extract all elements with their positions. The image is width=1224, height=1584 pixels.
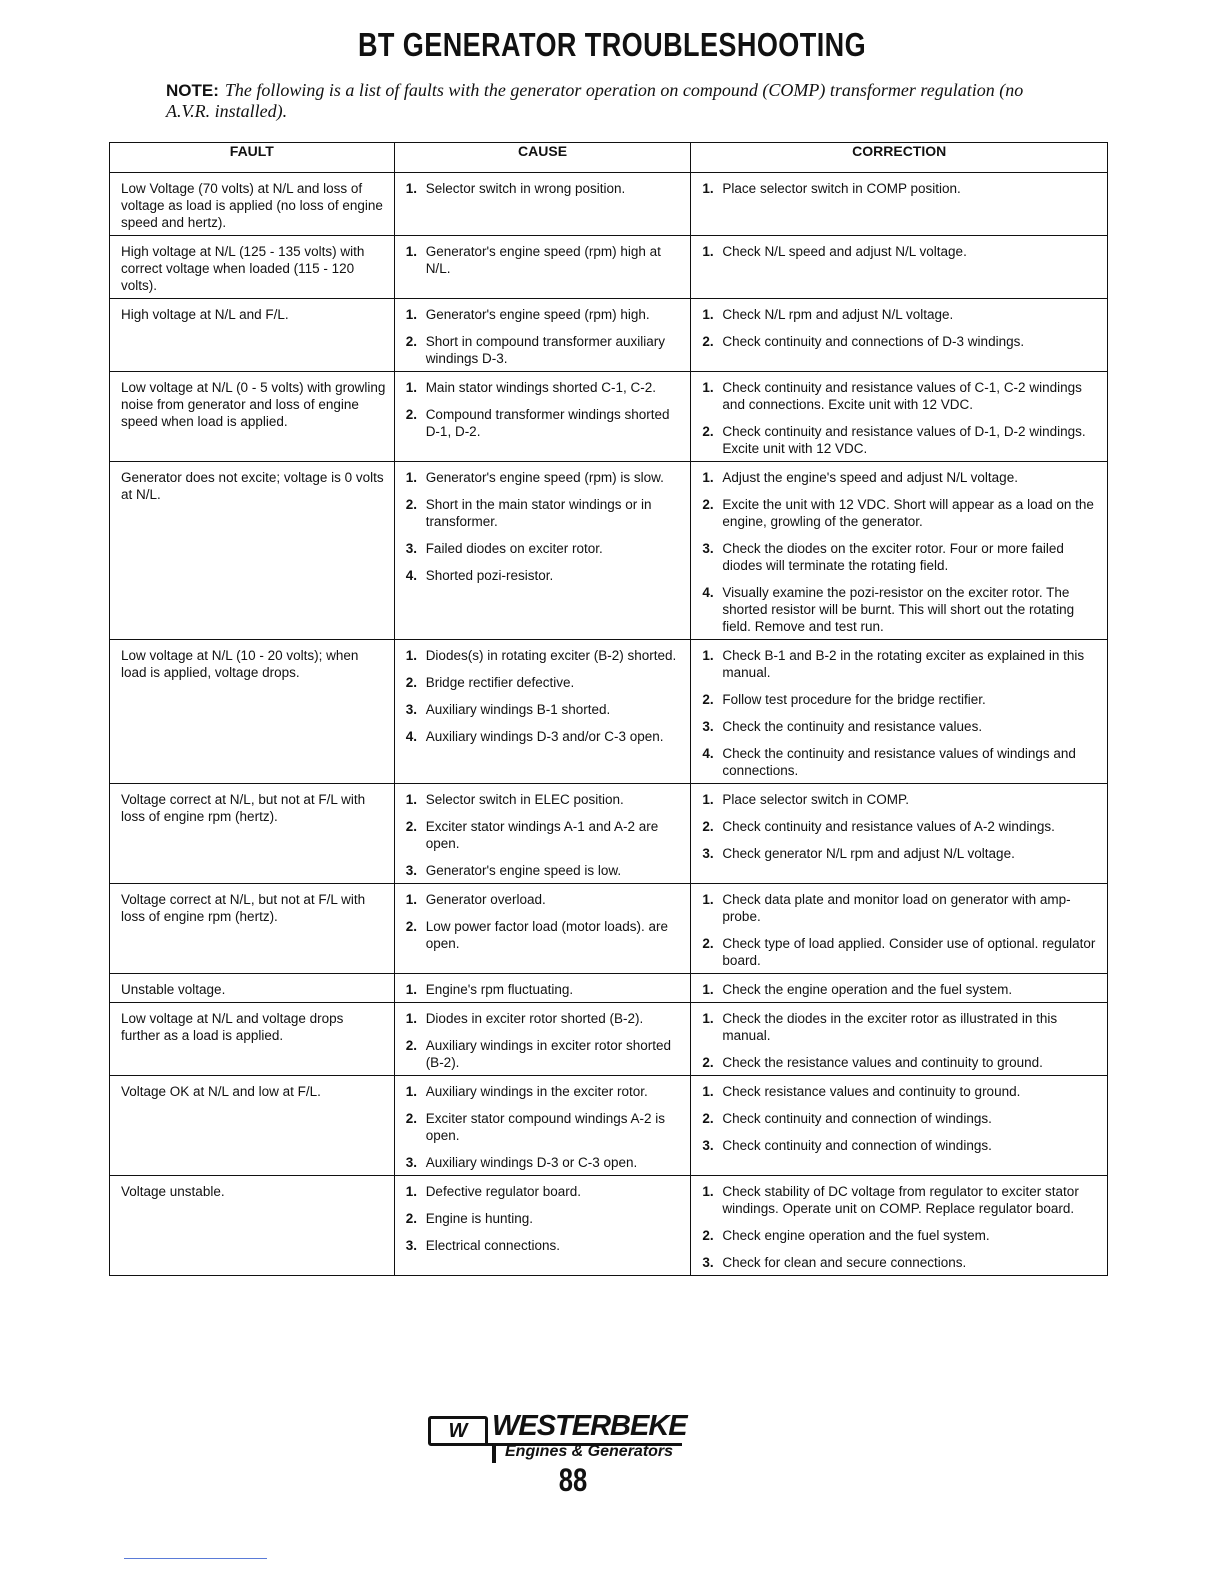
correction-item <box>702 845 1099 862</box>
item-text: Auxiliary windings B-1 shorted. <box>425 702 611 717</box>
cause-item <box>406 496 683 540</box>
cause-item <box>406 333 683 367</box>
item-text: Failed diodes on exciter rotor. <box>425 541 603 556</box>
item-text: Check for clean and secure connections. <box>722 1255 967 1270</box>
item-number: 1. <box>702 982 714 997</box>
correction-item <box>702 243 1099 260</box>
item-number: 2. <box>702 334 714 349</box>
cause-item <box>406 862 683 879</box>
fault-cell: Low voltage at N/L (0 - 5 volts) with growling noise from generator and loss of engine speed when load is applied. <box>110 372 395 462</box>
item-text: Generator overload. <box>425 892 546 907</box>
correction-item <box>702 745 1099 779</box>
table-row <box>110 884 1108 974</box>
cause-cell <box>394 372 691 462</box>
note-label: NOTE: <box>166 81 219 100</box>
item-text: Check the resistance values and continuity to ground. <box>722 1055 1043 1070</box>
item-number: 4. <box>405 568 417 583</box>
correction-item <box>702 718 1099 745</box>
item-number: 4. <box>702 585 714 600</box>
item-number: 1. <box>405 792 417 807</box>
table-row <box>110 462 1108 640</box>
fault-cell: Low voltage at N/L and voltage drops further as a load is applied. <box>110 1003 395 1076</box>
item-text: Generator's engine speed (rpm) is slow. <box>425 470 664 485</box>
correction-item <box>702 180 1099 197</box>
cause-item <box>406 379 683 406</box>
item-number: 2. <box>405 1111 417 1126</box>
item-text: Generator's engine speed (rpm) high. <box>425 307 650 322</box>
cause-item <box>406 674 683 701</box>
item-text: Excite the unit with 12 VDC. Short will appear as a load on the engine, growling of the generator. <box>722 497 1094 529</box>
item-text: Check resistance values and continuity to ground. <box>722 1084 1021 1099</box>
cause-cell <box>394 974 691 1003</box>
correction-item <box>702 1183 1099 1227</box>
item-number: 2. <box>405 1211 417 1226</box>
item-number: 3. <box>405 541 417 556</box>
item-text: Check the diodes on the exciter rotor. Four or more failed diodes will terminate the rotating field. <box>722 541 1064 573</box>
item-number: 2. <box>405 919 417 934</box>
cause-item <box>406 1154 683 1171</box>
correction-item <box>702 306 1099 333</box>
correction-cell <box>691 884 1108 974</box>
correction-item <box>702 891 1099 935</box>
cause-cell <box>394 236 691 299</box>
item-number: 1. <box>702 648 714 663</box>
table-row <box>110 640 1108 784</box>
table-row <box>110 299 1108 372</box>
item-number: 4. <box>405 729 417 744</box>
cause-item <box>406 540 683 567</box>
item-text: Auxiliary windings D-3 or C-3 open. <box>425 1155 638 1170</box>
item-text: Generator's engine speed is low. <box>425 863 622 878</box>
cause-cell <box>394 299 691 372</box>
item-number: 2. <box>405 675 417 690</box>
header-cause: CAUSE <box>394 143 691 173</box>
table-row <box>110 236 1108 299</box>
correction-item <box>702 496 1099 540</box>
cause-cell <box>394 784 691 884</box>
correction-item <box>702 1010 1099 1054</box>
item-number: 2. <box>702 497 714 512</box>
item-number: 3. <box>405 863 417 878</box>
item-number: 2. <box>702 1228 714 1243</box>
item-text: Visually examine the pozi-resistor on the exciter rotor. The shorted resistor will be burnt. This will short out the rotating field. Remove and test run. <box>722 585 1075 634</box>
correction-item <box>702 1137 1099 1154</box>
cause-item <box>406 1183 683 1210</box>
item-number: 1. <box>405 244 417 259</box>
item-text: Check type of load applied. Consider use of optional. regulator board. <box>722 936 1096 968</box>
item-number: 3. <box>405 1238 417 1253</box>
correction-item <box>702 981 1099 998</box>
tagline-bar <box>492 1443 496 1463</box>
item-text: Check the continuity and resistance values. <box>722 719 983 734</box>
item-number: 2. <box>702 936 714 951</box>
correction-cell <box>691 299 1108 372</box>
correction-item <box>702 423 1099 457</box>
item-number: 2. <box>405 407 417 422</box>
cause-item <box>406 406 683 440</box>
cause-cell <box>394 1076 691 1176</box>
item-text: Check the diodes in the exciter rotor as illustrated in this manual. <box>722 1011 1058 1043</box>
item-number: 1. <box>702 181 714 196</box>
header-fault: FAULT <box>110 143 395 173</box>
item-number: 1. <box>405 648 417 663</box>
correction-cell <box>691 1003 1108 1076</box>
item-text: Follow test procedure for the bridge rectifier. <box>722 692 986 707</box>
item-text: Check the continuity and resistance values of windings and connections. <box>722 746 1076 778</box>
correction-item <box>702 379 1099 423</box>
correction-item <box>702 1054 1099 1071</box>
header-correction: CORRECTION <box>691 143 1108 173</box>
cause-item <box>406 891 683 918</box>
item-text: Auxiliary windings D-3 and/or C-3 open. <box>425 729 664 744</box>
cause-item <box>406 1010 683 1037</box>
scan-line <box>124 1558 267 1559</box>
cause-item <box>406 567 683 584</box>
correction-item <box>702 935 1099 969</box>
item-text: Auxiliary windings in the exciter rotor. <box>425 1084 648 1099</box>
item-text: Check continuity and connection of windings. <box>722 1111 992 1126</box>
note <box>166 80 1026 122</box>
item-text: Place selector switch in COMP. <box>722 792 909 807</box>
fault-cell: Low Voltage (70 volts) at N/L and loss of voltage as load is applied (no loss of engine speed and hertz). <box>110 173 395 236</box>
item-number: 2. <box>702 692 714 707</box>
item-number: 1. <box>405 380 417 395</box>
item-text: Engine is hunting. <box>425 1211 534 1226</box>
item-number: 3. <box>405 702 417 717</box>
item-text: Selector switch in ELEC position. <box>425 792 624 807</box>
item-text: Adjust the engine's speed and adjust N/L voltage. <box>722 470 1018 485</box>
item-text: Short in compound transformer auxiliary windings D-3. <box>425 334 666 366</box>
item-number: 1. <box>405 982 417 997</box>
item-number: 1. <box>405 1184 417 1199</box>
cause-item <box>406 918 683 952</box>
cause-cell <box>394 462 691 640</box>
item-number: 1. <box>405 1084 417 1099</box>
table-row <box>110 1003 1108 1076</box>
table-row <box>110 1176 1108 1276</box>
item-number: 2. <box>405 334 417 349</box>
fault-cell: Voltage OK at N/L and low at F/L. <box>110 1076 395 1176</box>
item-text: Check continuity and connection of windings. <box>722 1138 992 1153</box>
correction-item <box>702 1083 1099 1110</box>
item-number: 1. <box>702 1084 714 1099</box>
item-number: 1. <box>405 892 417 907</box>
cause-item <box>406 701 683 728</box>
correction-item <box>702 647 1099 691</box>
item-text: Exciter stator windings A-1 and A-2 are open. <box>425 819 659 851</box>
cause-item <box>406 647 683 674</box>
item-number: 1. <box>702 307 714 322</box>
correction-cell <box>691 784 1108 884</box>
table-row <box>110 974 1108 1003</box>
item-number: 1. <box>702 1184 714 1199</box>
item-number: 3. <box>405 1155 417 1170</box>
correction-cell <box>691 372 1108 462</box>
header-row <box>110 143 1108 173</box>
item-number: 1. <box>405 470 417 485</box>
item-number: 2. <box>702 1111 714 1126</box>
item-text: Check continuity and connections of D-3 windings. <box>722 334 1025 349</box>
cause-item <box>406 818 683 862</box>
item-number: 2. <box>405 1038 417 1053</box>
fault-cell: Generator does not excite; voltage is 0 volts at N/L. <box>110 462 395 640</box>
table-row <box>110 372 1108 462</box>
item-text: Check stability of DC voltage from regulator to exciter stator windings. Operate unit on COMP. Replace regulator board. <box>722 1184 1079 1216</box>
fault-cell: High voltage at N/L (125 - 135 volts) with correct voltage when loaded (115 - 120 volts). <box>110 236 395 299</box>
item-number: 2. <box>405 497 417 512</box>
fault-cell: Voltage correct at N/L, but not at F/L with loss of engine rpm (hertz). <box>110 784 395 884</box>
item-text: Check data plate and monitor load on generator with amp-probe. <box>722 892 1071 924</box>
correction-cell <box>691 974 1108 1003</box>
cause-item <box>406 1210 683 1237</box>
item-text: Check N/L rpm and adjust N/L voltage. <box>722 307 954 322</box>
item-number: 2. <box>702 424 714 439</box>
item-text: Short in the main stator windings or in transformer. <box>425 497 652 529</box>
item-number: 1. <box>702 792 714 807</box>
item-text: Exciter stator compound windings A-2 is open. <box>425 1111 666 1143</box>
item-text: Auxiliary windings in exciter rotor shorted (B-2). <box>425 1038 672 1070</box>
fault-cell: Low voltage at N/L (10 - 20 volts); when load is applied, voltage drops. <box>110 640 395 784</box>
item-text: Generator's engine speed (rpm) high at N/L. <box>425 244 661 276</box>
item-text: Check continuity and resistance values of D-1, D-2 windings. Excite unit with 12 VDC. <box>722 424 1086 456</box>
item-text: Main stator windings shorted C-1, C-2. <box>425 380 657 395</box>
item-number: 1. <box>405 1011 417 1026</box>
item-number: 1. <box>405 181 417 196</box>
item-text: Electrical connections. <box>425 1238 561 1253</box>
table-row <box>110 173 1108 236</box>
note-text: The following is a list of faults with the generator operation on compound (COMP) transformer regulation (no A.V.R. installed). <box>166 80 1024 121</box>
fault-cell: Voltage unstable. <box>110 1176 395 1276</box>
cause-item <box>406 1110 683 1154</box>
item-text: Check the engine operation and the fuel system. <box>722 982 1013 997</box>
item-text: Check N/L speed and adjust N/L voltage. <box>722 244 967 259</box>
item-number: 2. <box>702 1055 714 1070</box>
item-text: Compound transformer windings shorted D-1, D-2. <box>425 407 670 439</box>
fault-cell: Unstable voltage. <box>110 974 395 1003</box>
item-number: 1. <box>702 892 714 907</box>
correction-item <box>702 333 1099 350</box>
correction-item <box>702 540 1099 584</box>
item-number: 2. <box>405 819 417 834</box>
item-text: Shorted pozi-resistor. <box>425 568 554 583</box>
item-number: 1. <box>702 1011 714 1026</box>
item-number: 4. <box>702 746 714 761</box>
page-number: 88 <box>558 1462 588 1498</box>
troubleshooting-table <box>109 142 1108 1276</box>
item-number: 3. <box>702 541 714 556</box>
item-number: 1. <box>405 307 417 322</box>
item-text: Check continuity and resistance values of C-1, C-2 windings and connections. Excite unit with 12 VDC. <box>722 380 1082 412</box>
cause-item <box>406 306 683 333</box>
correction-cell <box>691 236 1108 299</box>
correction-item <box>702 1227 1099 1254</box>
item-number: 3. <box>702 1138 714 1153</box>
correction-item <box>702 469 1099 496</box>
cause-item <box>406 981 683 998</box>
logo-mark-icon: W <box>428 1416 488 1446</box>
cause-item <box>406 180 683 197</box>
cause-cell <box>394 1003 691 1076</box>
correction-item <box>702 1110 1099 1137</box>
cause-item <box>406 469 683 496</box>
correction-cell <box>691 1176 1108 1276</box>
item-text: Place selector switch in COMP position. <box>722 181 961 196</box>
fault-cell: High voltage at N/L and F/L. <box>110 299 395 372</box>
cause-cell <box>394 173 691 236</box>
westerbeke-logo <box>428 1410 718 1470</box>
cause-item <box>406 1037 683 1071</box>
correction-cell <box>691 173 1108 236</box>
item-text: Check continuity and resistance values of A-2 windings. <box>722 819 1055 834</box>
item-text: Check B-1 and B-2 in the rotating exciter as explained in this manual. <box>722 648 1085 680</box>
item-number: 2. <box>702 819 714 834</box>
page-title: BT GENERATOR TROUBLESHOOTING <box>357 26 867 63</box>
cause-cell <box>394 1176 691 1276</box>
item-number: 1. <box>702 470 714 485</box>
cause-item <box>406 728 683 745</box>
correction-item <box>702 584 1099 635</box>
item-number: 3. <box>702 846 714 861</box>
brand-name: WESTERBEKE <box>492 1410 687 1442</box>
correction-cell <box>691 640 1108 784</box>
cause-cell <box>394 640 691 784</box>
item-text: Engine's rpm fluctuating. <box>425 982 574 997</box>
correction-item <box>702 691 1099 718</box>
item-text: Selector switch in wrong position. <box>425 181 626 196</box>
item-number: 3. <box>702 719 714 734</box>
correction-item <box>702 1254 1099 1271</box>
fault-cell: Voltage correct at N/L, but not at F/L with loss of engine rpm (hertz). <box>110 884 395 974</box>
item-number: 1. <box>702 380 714 395</box>
cause-item <box>406 243 683 277</box>
item-text: Check engine operation and the fuel system. <box>722 1228 990 1243</box>
item-number: 1. <box>702 244 714 259</box>
correction-cell <box>691 1076 1108 1176</box>
correction-item <box>702 818 1099 845</box>
item-text: Diodes(s) in rotating exciter (B-2) shorted. <box>425 648 677 663</box>
cause-cell <box>394 884 691 974</box>
table-row <box>110 1076 1108 1176</box>
correction-item <box>702 791 1099 818</box>
cause-item <box>406 1237 683 1254</box>
cause-item <box>406 791 683 818</box>
item-number: 3. <box>702 1255 714 1270</box>
item-text: Check generator N/L rpm and adjust N/L voltage. <box>722 846 1015 861</box>
item-text: Low power factor load (motor loads). are open. <box>425 919 669 951</box>
table-row <box>110 784 1108 884</box>
item-text: Defective regulator board. <box>425 1184 582 1199</box>
item-text: Bridge rectifier defective. <box>425 675 575 690</box>
item-text: Diodes in exciter rotor shorted (B-2). <box>425 1011 644 1026</box>
brand-tagline: Engines & Generators <box>505 1443 674 1460</box>
cause-item <box>406 1083 683 1110</box>
correction-cell <box>691 462 1108 640</box>
